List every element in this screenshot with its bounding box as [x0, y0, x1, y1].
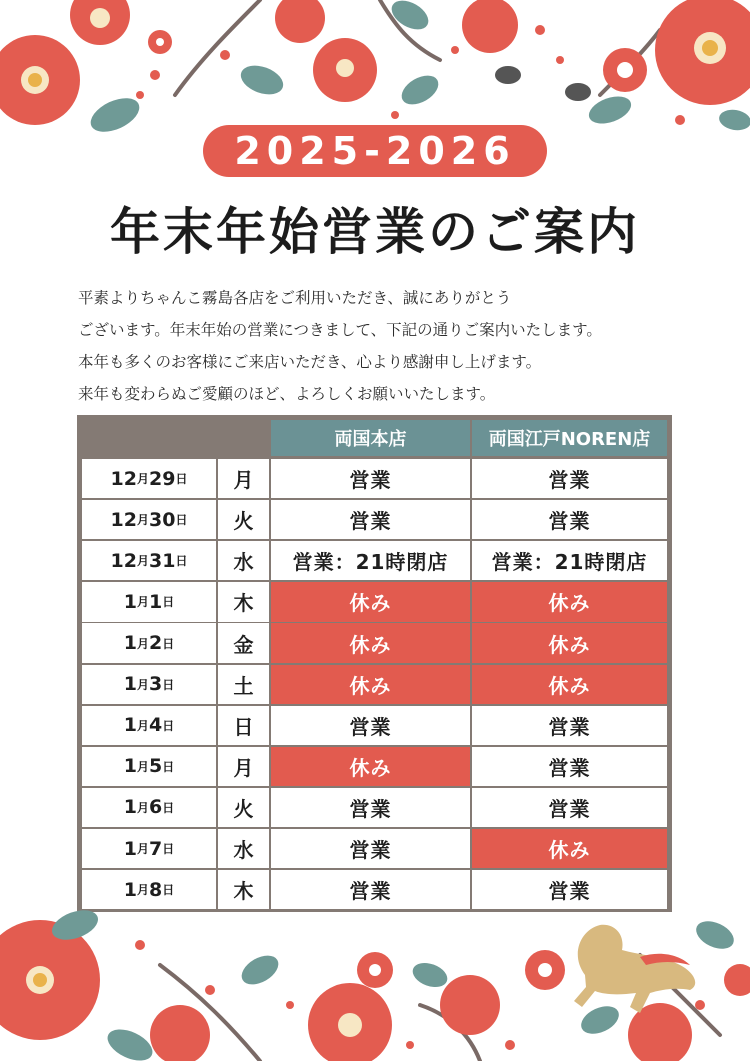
month-suffix: 月 — [136, 842, 149, 857]
status-cell-ryogoku-honten: 営業 — [271, 829, 470, 868]
month-suffix: 月 — [136, 759, 149, 774]
month-number: 1 — [123, 878, 137, 901]
status-cell-edo-noren: 営業 — [472, 747, 667, 786]
plum-blossom-icon — [148, 30, 172, 54]
day-number: 5 — [149, 755, 163, 778]
day-number: 3 — [149, 673, 163, 696]
status-cell-ryogoku-honten: 休み — [271, 747, 470, 786]
weekday-cell: 月 — [218, 747, 269, 786]
weekday-cell: 月 — [218, 459, 269, 498]
month-number: 1 — [123, 755, 137, 778]
intro-message — [78, 282, 678, 410]
month-suffix: 月 — [136, 595, 149, 610]
month-suffix: 月 — [136, 677, 149, 692]
month-suffix: 月 — [136, 472, 149, 487]
camellia-flower-icon — [0, 920, 100, 1040]
intro-line: 来年も変わらぬご愛顧のほど、よろしくお願いいたします。 — [78, 385, 496, 403]
day-number: 7 — [149, 837, 163, 860]
store-header-ryogoku-honten: 両国本店 — [271, 420, 470, 456]
weekday-cell: 金 — [218, 623, 269, 662]
camellia-flower-icon — [275, 0, 325, 43]
day-suffix: 日 — [175, 472, 188, 487]
day-number: 4 — [149, 714, 163, 737]
status-cell-ryogoku-honten: 休み — [271, 665, 470, 704]
weekday-cell: 土 — [218, 665, 269, 704]
status-cell-edo-noren: 休み — [472, 829, 667, 868]
month-suffix: 月 — [136, 718, 149, 733]
month-suffix: 月 — [136, 883, 149, 898]
year-range-badge: 2025-2026 — [203, 125, 547, 177]
floral-decoration-bottom — [0, 895, 750, 1061]
camellia-flower-icon — [462, 0, 518, 53]
status-cell-edo-noren: 休み — [472, 665, 667, 704]
date-cell — [82, 541, 216, 580]
day-suffix: 日 — [162, 800, 175, 815]
camellia-flower-icon — [70, 0, 130, 45]
status-cell-edo-noren: 営業 — [472, 706, 667, 745]
floral-decoration-top — [0, 0, 750, 140]
day-number: 6 — [149, 796, 163, 819]
month-suffix: 月 — [136, 636, 149, 651]
day-number: 31 — [149, 549, 176, 572]
month-number: 12 — [110, 508, 137, 531]
month-number: 1 — [123, 632, 137, 655]
status-cell-edo-noren: 営業：21時閉店 — [472, 541, 667, 580]
status-cell-ryogoku-honten: 営業 — [271, 706, 470, 745]
day-suffix: 日 — [162, 883, 175, 898]
weekday-cell: 火 — [218, 500, 269, 539]
bird-icon — [495, 66, 591, 101]
day-number: 29 — [149, 467, 176, 490]
camellia-flower-icon — [308, 983, 392, 1061]
camellia-flower-icon — [655, 0, 750, 105]
status-cell-edo-noren: 営業 — [472, 459, 667, 498]
day-suffix: 日 — [162, 677, 175, 692]
status-cell-edo-noren: 営業 — [472, 788, 667, 827]
status-cell-edo-noren: 休み — [472, 623, 667, 662]
day-number: 2 — [149, 632, 163, 655]
camellia-flower-icon — [313, 38, 377, 102]
status-cell-ryogoku-honten: 営業 — [271, 500, 470, 539]
camellia-flower-icon — [440, 975, 500, 1035]
camellia-flower-icon — [150, 1005, 210, 1061]
month-suffix: 月 — [136, 513, 149, 528]
status-cell-edo-noren: 営業 — [472, 870, 667, 909]
month-number: 1 — [123, 837, 137, 860]
status-cell-ryogoku-honten: 営業 — [271, 870, 470, 909]
schedule-table — [77, 415, 672, 912]
day-suffix: 日 — [162, 595, 175, 610]
weekday-cell: 日 — [218, 706, 269, 745]
horse-icon — [574, 925, 695, 1013]
month-number: 1 — [123, 714, 137, 737]
weekday-cell: 木 — [218, 582, 269, 621]
status-cell-ryogoku-honten: 休み — [271, 623, 470, 662]
day-suffix: 日 — [162, 842, 175, 857]
month-number: 12 — [110, 549, 137, 572]
page-title: 年末年始営業のご案内 — [110, 203, 640, 261]
date-cell — [82, 665, 216, 704]
store-header-edo-noren: 両国江戸NOREN店 — [472, 420, 667, 456]
status-cell-ryogoku-honten: 営業 — [271, 788, 470, 827]
date-cell — [82, 582, 216, 621]
month-number: 1 — [123, 590, 137, 613]
status-cell-edo-noren: 営業 — [472, 500, 667, 539]
intro-line: 平素よりちゃんこ霧島各店をご利用いただき、誠にありがとう — [78, 289, 512, 307]
day-suffix: 日 — [162, 718, 175, 733]
status-cell-ryogoku-honten: 営業：21時閉店 — [271, 541, 470, 580]
day-number: 30 — [149, 508, 176, 531]
status-cell-ryogoku-honten: 営業 — [271, 459, 470, 498]
status-cell-ryogoku-honten: 休み — [271, 582, 470, 621]
weekday-cell: 火 — [218, 788, 269, 827]
date-cell — [82, 747, 216, 786]
intro-line: 本年も多くのお客様にご来店いただき、心より感謝申し上げます。 — [78, 353, 542, 371]
day-suffix: 日 — [162, 759, 175, 774]
date-cell — [82, 459, 216, 498]
weekday-cell: 水 — [218, 541, 269, 580]
month-number: 1 — [123, 673, 137, 696]
day-number: 1 — [149, 590, 163, 613]
day-suffix: 日 — [175, 513, 188, 528]
month-suffix: 月 — [136, 554, 149, 569]
intro-line: ございます。年末年始の営業につきまして、下記の通りご案内いたします。 — [78, 321, 602, 339]
date-cell — [82, 706, 216, 745]
plum-blossom-icon — [603, 48, 647, 92]
leaf-icon — [86, 0, 750, 139]
camellia-flower-icon — [0, 35, 80, 125]
date-cell — [82, 829, 216, 868]
day-suffix: 日 — [162, 636, 175, 651]
day-suffix: 日 — [175, 554, 188, 569]
day-number: 8 — [149, 878, 163, 901]
date-cell — [82, 623, 216, 662]
date-cell — [82, 500, 216, 539]
month-suffix: 月 — [136, 800, 149, 815]
date-cell — [82, 788, 216, 827]
weekday-cell: 水 — [218, 829, 269, 868]
camellia-flower-icon — [628, 1003, 692, 1061]
month-number: 1 — [123, 796, 137, 819]
status-cell-edo-noren: 休み — [472, 582, 667, 621]
weekday-cell: 木 — [218, 870, 269, 909]
month-number: 12 — [110, 467, 137, 490]
